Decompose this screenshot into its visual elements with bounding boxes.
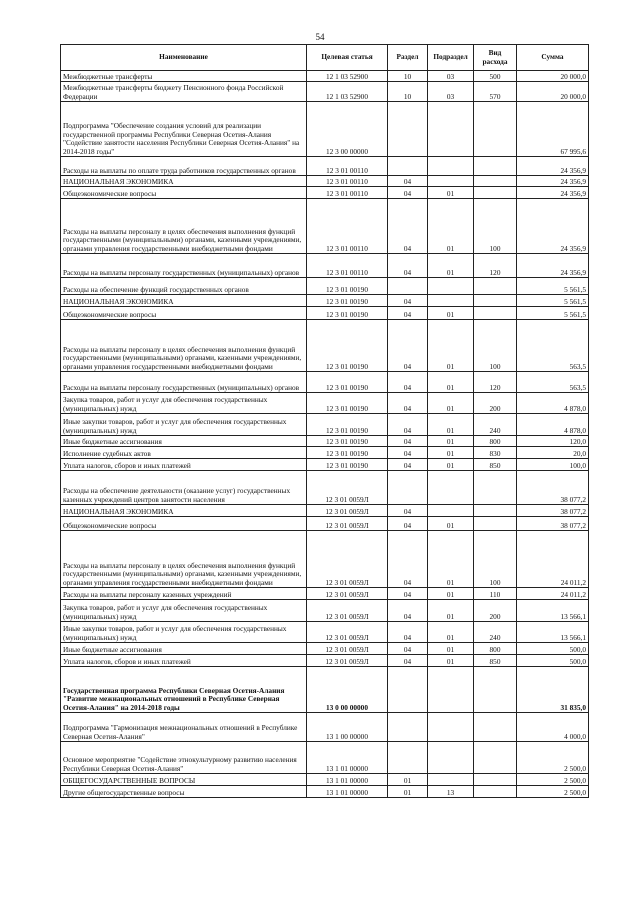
cell-type xyxy=(474,774,517,786)
cell-subsection: 13 xyxy=(428,786,474,798)
cell-section: 04 xyxy=(388,393,428,414)
table-row xyxy=(61,786,589,798)
cell-name: Исполнение судебных актов xyxy=(61,447,307,459)
table-row xyxy=(61,643,589,655)
table-row xyxy=(61,517,589,531)
cell-name: Уплата налогов, сборов и иных платежей xyxy=(61,655,307,667)
table-row xyxy=(61,157,589,176)
header-name: Наименование xyxy=(61,45,307,71)
cell-subsection xyxy=(428,742,474,774)
cell-sum: 563,5 xyxy=(517,372,589,393)
cell-subsection: 01 xyxy=(428,517,474,531)
cell-type xyxy=(474,278,517,295)
table-row xyxy=(61,742,589,774)
cell-type xyxy=(474,517,517,531)
table-row xyxy=(61,471,589,505)
table-row xyxy=(61,459,589,471)
header-section: Раздел xyxy=(388,45,428,71)
cell-section: 01 xyxy=(388,774,428,786)
budget-table xyxy=(60,44,589,798)
table-row xyxy=(61,199,589,254)
cell-target: 12 3 01 00190 xyxy=(307,295,388,307)
cell-type xyxy=(474,713,517,742)
cell-sum: 2 500,0 xyxy=(517,774,589,786)
cell-section: 10 xyxy=(388,82,428,102)
cell-target: 12 3 01 00110 xyxy=(307,157,388,176)
cell-sum: 20 000,0 xyxy=(517,82,589,102)
cell-name: Расходы на выплаты персоналу в целях обеспечения выполнения функций государственными (муниципальными) органами, казенными учреждениями, органами управления государственными внебюджетными фондами xyxy=(61,199,307,254)
cell-sum: 38 077,2 xyxy=(517,517,589,531)
cell-target: 12 3 01 00190 xyxy=(307,372,388,393)
cell-target: 12 1 03 52900 xyxy=(307,82,388,102)
cell-name: Расходы на выплаты персоналу казенных учреждений xyxy=(61,588,307,600)
cell-section: 04 xyxy=(388,295,428,307)
cell-subsection: 01 xyxy=(428,436,474,447)
cell-section: 04 xyxy=(388,447,428,459)
cell-name: Общеэкономические вопросы xyxy=(61,307,307,320)
cell-target: 13 0 00 00000 xyxy=(307,667,388,713)
table-row xyxy=(61,414,589,436)
cell-target: 12 3 01 0059Л xyxy=(307,471,388,505)
cell-name: НАЦИОНАЛЬНАЯ ЭКОНОМИКА xyxy=(61,295,307,307)
cell-target: 12 3 01 0059Л xyxy=(307,643,388,655)
cell-name: Основное мероприятие "Содействие этнокультурному развитию населения Республики Северная Осетия-Алания" xyxy=(61,742,307,774)
table-row xyxy=(61,774,589,786)
cell-subsection: 01 xyxy=(428,655,474,667)
cell-section: 04 xyxy=(388,588,428,600)
table-row xyxy=(61,295,589,307)
cell-name: НАЦИОНАЛЬНАЯ ЭКОНОМИКА xyxy=(61,176,307,187)
cell-section: 04 xyxy=(388,320,428,372)
cell-type: 200 xyxy=(474,600,517,622)
cell-sum: 100,0 xyxy=(517,459,589,471)
cell-name: Общеэкономические вопросы xyxy=(61,187,307,199)
cell-section xyxy=(388,278,428,295)
cell-sum: 20 000,0 xyxy=(517,71,589,82)
cell-sum: 500,0 xyxy=(517,655,589,667)
cell-subsection: 03 xyxy=(428,71,474,82)
cell-sum: 4 878,0 xyxy=(517,414,589,436)
cell-name: Расходы на обеспечение функций государственных органов xyxy=(61,278,307,295)
cell-type xyxy=(474,187,517,199)
cell-subsection: 01 xyxy=(428,531,474,588)
table-row xyxy=(61,655,589,667)
cell-type xyxy=(474,667,517,713)
table-row xyxy=(61,372,589,393)
cell-sum: 67 995,6 xyxy=(517,102,589,157)
table-row xyxy=(61,320,589,372)
cell-section: 04 xyxy=(388,414,428,436)
cell-target: 12 3 01 0059Л xyxy=(307,588,388,600)
table-row xyxy=(61,667,589,713)
table-row xyxy=(61,393,589,414)
cell-target: 12 3 01 0059Л xyxy=(307,505,388,517)
cell-section: 04 xyxy=(388,622,428,643)
cell-section: 04 xyxy=(388,199,428,254)
cell-name: Межбюджетные трансферты xyxy=(61,71,307,82)
page-number: 54 xyxy=(315,32,325,42)
cell-section xyxy=(388,157,428,176)
cell-name: Иные закупки товаров, работ и услуг для обеспечения государственных (муниципальных) нужд xyxy=(61,414,307,436)
cell-name: Расходы на обеспечение деятельности (оказание услуг) государственных казенных учреждений центров занятости населения xyxy=(61,471,307,505)
cell-subsection: 01 xyxy=(428,600,474,622)
table-row xyxy=(61,307,589,320)
cell-type: 850 xyxy=(474,459,517,471)
cell-subsection: 01 xyxy=(428,393,474,414)
cell-name: Иные закупки товаров, работ и услуг для обеспечения государственных (муниципальных) нужд xyxy=(61,622,307,643)
cell-section xyxy=(388,713,428,742)
cell-section: 04 xyxy=(388,254,428,278)
cell-subsection xyxy=(428,278,474,295)
cell-target: 12 3 01 0059Л xyxy=(307,517,388,531)
table-row xyxy=(61,254,589,278)
cell-sum: 20,0 xyxy=(517,447,589,459)
cell-subsection: 01 xyxy=(428,254,474,278)
table-row xyxy=(61,531,589,588)
cell-name: НАЦИОНАЛЬНАЯ ЭКОНОМИКА xyxy=(61,505,307,517)
cell-sum: 4 000,0 xyxy=(517,713,589,742)
cell-target: 12 1 03 52900 xyxy=(307,71,388,82)
cell-section: 04 xyxy=(388,436,428,447)
cell-name: Иные бюджетные ассигнования xyxy=(61,643,307,655)
cell-target: 12 3 01 00190 xyxy=(307,307,388,320)
cell-section: 01 xyxy=(388,786,428,798)
header-subsection: Подраздел xyxy=(428,45,474,71)
cell-sum: 24 356,9 xyxy=(517,199,589,254)
cell-section: 04 xyxy=(388,176,428,187)
cell-sum: 5 561,5 xyxy=(517,307,589,320)
cell-target: 13 1 01 00000 xyxy=(307,786,388,798)
cell-target: 13 1 01 00000 xyxy=(307,774,388,786)
cell-subsection xyxy=(428,102,474,157)
header-type: Вид расхода xyxy=(474,45,517,71)
cell-name: Расходы на выплаты персоналу государственных (муниципальных) органов xyxy=(61,372,307,393)
table-row xyxy=(61,278,589,295)
cell-subsection: 01 xyxy=(428,320,474,372)
cell-type xyxy=(474,742,517,774)
cell-target: 12 3 01 0059Л xyxy=(307,600,388,622)
cell-type: 120 xyxy=(474,372,517,393)
cell-sum: 38 077,2 xyxy=(517,471,589,505)
header-sum: Сумма xyxy=(517,45,589,71)
cell-target: 12 3 01 00110 xyxy=(307,176,388,187)
cell-section xyxy=(388,102,428,157)
cell-name: ОБЩЕГОСУДАРСТВЕННЫЕ ВОПРОСЫ xyxy=(61,774,307,786)
cell-sum: 5 561,5 xyxy=(517,295,589,307)
cell-target: 13 1 01 00000 xyxy=(307,742,388,774)
cell-sum: 24 356,9 xyxy=(517,254,589,278)
cell-subsection: 01 xyxy=(428,414,474,436)
cell-type xyxy=(474,176,517,187)
cell-sum: 24 011,2 xyxy=(517,588,589,600)
cell-sum: 24 356,9 xyxy=(517,157,589,176)
cell-type: 570 xyxy=(474,82,517,102)
table-header-row xyxy=(61,45,589,71)
cell-name: Другие общегосударственные вопросы xyxy=(61,786,307,798)
table-row xyxy=(61,187,589,199)
cell-sum: 4 878,0 xyxy=(517,393,589,414)
cell-section: 04 xyxy=(388,517,428,531)
cell-section: 04 xyxy=(388,307,428,320)
cell-subsection: 01 xyxy=(428,447,474,459)
cell-sum: 2 500,0 xyxy=(517,742,589,774)
cell-type: 120 xyxy=(474,254,517,278)
cell-subsection xyxy=(428,295,474,307)
cell-target: 12 3 01 00110 xyxy=(307,254,388,278)
cell-target: 12 3 01 00110 xyxy=(307,187,388,199)
cell-target: 12 3 01 00190 xyxy=(307,447,388,459)
cell-target: 12 3 01 00190 xyxy=(307,459,388,471)
cell-type xyxy=(474,295,517,307)
cell-section: 04 xyxy=(388,643,428,655)
cell-subsection xyxy=(428,774,474,786)
table-row xyxy=(61,713,589,742)
cell-section: 04 xyxy=(388,600,428,622)
table-row xyxy=(61,436,589,447)
cell-type: 110 xyxy=(474,588,517,600)
cell-section: 04 xyxy=(388,187,428,199)
cell-target: 12 3 01 0059Л xyxy=(307,655,388,667)
header-target: Целевая статья xyxy=(307,45,388,71)
cell-section: 10 xyxy=(388,71,428,82)
cell-sum: 13 566,1 xyxy=(517,622,589,643)
cell-name: Расходы на выплаты по оплате труда работников государственных органов xyxy=(61,157,307,176)
table-row xyxy=(61,505,589,517)
cell-type: 830 xyxy=(474,447,517,459)
cell-sum: 31 835,0 xyxy=(517,667,589,713)
cell-type xyxy=(474,157,517,176)
cell-type: 200 xyxy=(474,393,517,414)
cell-subsection: 01 xyxy=(428,459,474,471)
cell-subsection xyxy=(428,471,474,505)
cell-subsection xyxy=(428,505,474,517)
cell-name: Расходы на выплаты персоналу в целях обеспечения выполнения функций государственными (муниципальными) органами, казенными учреждениями, органами управления государственными внебюджетными фондами xyxy=(61,531,307,588)
cell-target: 12 3 01 00190 xyxy=(307,278,388,295)
cell-name: Расходы на выплаты персоналу государственных (муниципальных) органов xyxy=(61,254,307,278)
cell-name: Государственная программа Республики Северная Осетия-Алания "Развитие межнациональных отношений в Республике Северная Осетия-Алания" на 2014-2018 годы xyxy=(61,667,307,713)
cell-name: Подпрограмма "Обеспечение создания условий для реализации государственной программы Республики Северная Осетия-Алания "Содействие занятости населения Республики Северная Осетия-Алания" на 2014-2018 годы" xyxy=(61,102,307,157)
cell-target: 12 3 00 00000 xyxy=(307,102,388,157)
table-row xyxy=(61,600,589,622)
cell-sum: 5 561,5 xyxy=(517,278,589,295)
cell-type xyxy=(474,102,517,157)
cell-name: Уплата налогов, сборов и иных платежей xyxy=(61,459,307,471)
cell-target: 12 3 01 00110 xyxy=(307,199,388,254)
cell-sum: 24 356,9 xyxy=(517,176,589,187)
cell-sum: 38 077,2 xyxy=(517,505,589,517)
cell-sum: 563,5 xyxy=(517,320,589,372)
cell-subsection: 01 xyxy=(428,187,474,199)
cell-section: 04 xyxy=(388,372,428,393)
table-row xyxy=(61,622,589,643)
cell-sum: 500,0 xyxy=(517,643,589,655)
cell-subsection xyxy=(428,667,474,713)
cell-type: 100 xyxy=(474,199,517,254)
cell-type: 240 xyxy=(474,414,517,436)
cell-subsection: 01 xyxy=(428,199,474,254)
cell-name: Подпрограмма "Гармонизация межнациональных отношений в Республике Северная Осетия-Алания" xyxy=(61,713,307,742)
cell-section: 04 xyxy=(388,505,428,517)
cell-type: 240 xyxy=(474,622,517,643)
cell-target: 12 3 01 00190 xyxy=(307,320,388,372)
table-row xyxy=(61,71,589,82)
cell-name: Закупка товаров, работ и услуг для обеспечения государственных (муниципальных) нужд xyxy=(61,393,307,414)
cell-subsection: 01 xyxy=(428,307,474,320)
cell-sum: 120,0 xyxy=(517,436,589,447)
cell-section: 04 xyxy=(388,655,428,667)
cell-sum: 2 500,0 xyxy=(517,786,589,798)
table-row xyxy=(61,447,589,459)
cell-sum: 13 566,1 xyxy=(517,600,589,622)
cell-target: 12 3 01 0059Л xyxy=(307,531,388,588)
table-row xyxy=(61,176,589,187)
cell-type: 850 xyxy=(474,655,517,667)
cell-section: 04 xyxy=(388,459,428,471)
cell-subsection: 01 xyxy=(428,588,474,600)
cell-name: Межбюджетные трансферты бюджету Пенсионного фонда Российской Федерации xyxy=(61,82,307,102)
cell-subsection: 03 xyxy=(428,82,474,102)
cell-type xyxy=(474,471,517,505)
cell-type: 800 xyxy=(474,436,517,447)
table-row xyxy=(61,588,589,600)
table-row xyxy=(61,102,589,157)
cell-subsection: 01 xyxy=(428,622,474,643)
cell-name: Иные бюджетные ассигнования xyxy=(61,436,307,447)
cell-subsection: 01 xyxy=(428,372,474,393)
cell-type xyxy=(474,786,517,798)
cell-name: Закупка товаров, работ и услуг для обеспечения государственных (муниципальных) нужд xyxy=(61,600,307,622)
cell-subsection xyxy=(428,713,474,742)
cell-type xyxy=(474,505,517,517)
cell-target: 12 3 01 00190 xyxy=(307,414,388,436)
cell-target: 12 3 01 00190 xyxy=(307,436,388,447)
cell-type: 100 xyxy=(474,320,517,372)
cell-name: Расходы на выплаты персоналу в целях обеспечения выполнения функций государственными (муниципальными) органами, казенными учреждениями, органами управления государственными внебюджетными фондами xyxy=(61,320,307,372)
cell-section xyxy=(388,667,428,713)
cell-type: 100 xyxy=(474,531,517,588)
cell-subsection: 01 xyxy=(428,643,474,655)
cell-type: 800 xyxy=(474,643,517,655)
cell-type: 500 xyxy=(474,71,517,82)
cell-target: 13 1 00 00000 xyxy=(307,713,388,742)
cell-section: 04 xyxy=(388,531,428,588)
cell-subsection xyxy=(428,157,474,176)
table-row xyxy=(61,82,589,102)
cell-section xyxy=(388,471,428,505)
cell-sum: 24 011,2 xyxy=(517,531,589,588)
cell-name: Общеэкономические вопросы xyxy=(61,517,307,531)
cell-target: 12 3 01 00190 xyxy=(307,393,388,414)
table-body xyxy=(61,71,589,798)
cell-section xyxy=(388,742,428,774)
cell-target: 12 3 01 0059Л xyxy=(307,622,388,643)
cell-type xyxy=(474,307,517,320)
cell-sum: 24 356,9 xyxy=(517,187,589,199)
cell-subsection xyxy=(428,176,474,187)
